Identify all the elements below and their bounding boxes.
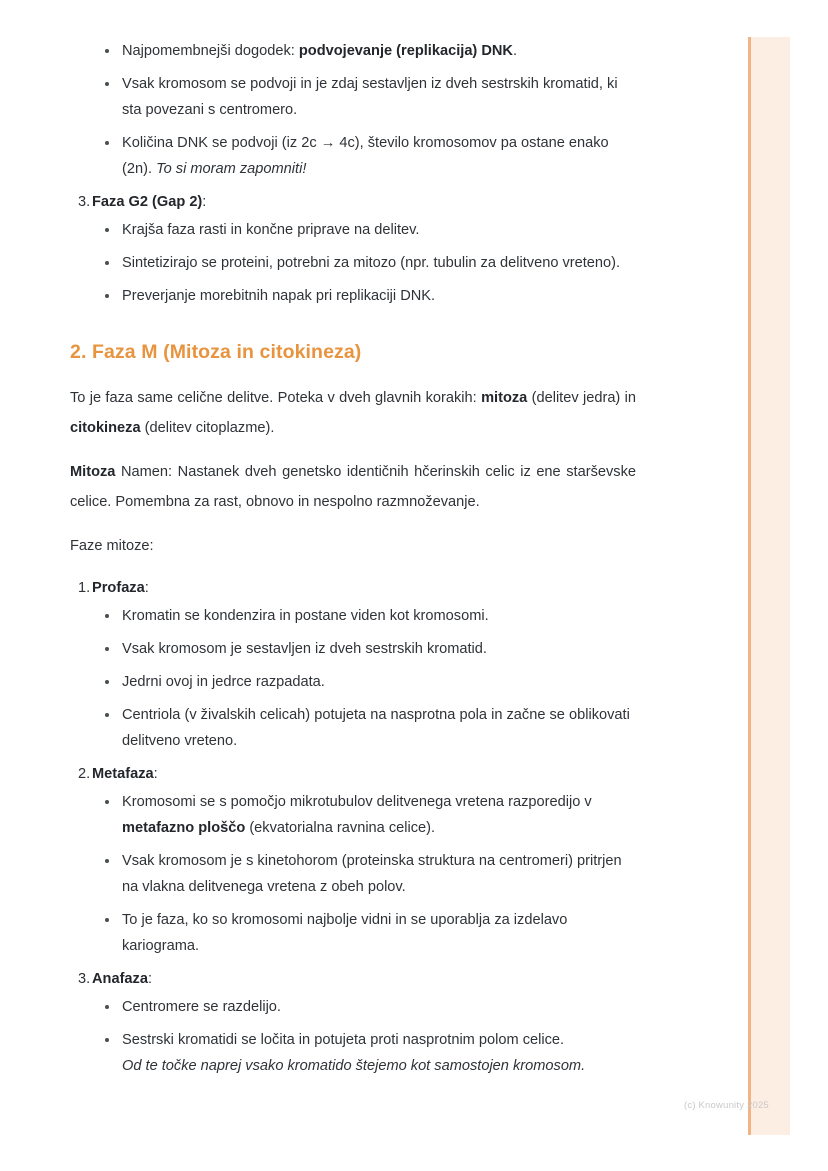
list-item: Krajša faza rasti in končne priprave na delitev.: [70, 217, 636, 243]
list-item: Sintetizirajo se proteini, potrebni za mitozo (npr. tubulin za delitveno vreteno).: [70, 250, 636, 276]
numbered-heading-anafaza: [70, 966, 636, 992]
list-item: [70, 1027, 636, 1079]
text-mid: (delitev jedra) in: [527, 390, 636, 406]
heading-suffix: :: [144, 580, 149, 596]
heading-suffix: :: [202, 194, 207, 210]
list-item: [70, 38, 636, 64]
heading-label: Profaza: [92, 580, 145, 596]
bullet-text-line1: Sestrski kromatidi se ločita in potujeta proti nasprotnim polom celice.: [122, 1032, 565, 1048]
copyright-footer: (c) Knowunity 2025: [684, 1100, 769, 1111]
list-item: Jedrni ovoj in jedrce razpadata.: [70, 669, 636, 695]
heading-label: Anafaza: [92, 971, 148, 987]
numbered-heading-profaza: [70, 575, 636, 601]
bullet-text-pre: Kromosomi se s pomočjo mikrotubulov delitvenega vretena razporedijo v: [122, 794, 592, 810]
bullet-text-pre: Najpomembnejši dogodek:: [122, 43, 299, 59]
heading-label: Metafaza: [92, 766, 154, 782]
g2-bullet-list: [70, 217, 636, 309]
bullet-text-post: .: [512, 43, 518, 59]
heading-suffix: :: [147, 971, 153, 987]
text-bold-citokineza: citokineza: [70, 420, 141, 436]
numbered-heading-metafaza: [70, 761, 636, 787]
bullet-text-line2-italic: Od te točke naprej vsako kromatido štejemo kot samostojen kromosom.: [122, 1058, 586, 1074]
text-body: Namen: Nastanek dveh genetsko identičnih hčerinskih celic iz ene starševske celice. Pomembna za rast, obnovo in nespolno razmnoževanje.: [70, 464, 636, 510]
list-item: [70, 130, 636, 182]
s-phase-bullet-list: [70, 38, 636, 182]
anafaza-bullet-list: [70, 994, 636, 1079]
paragraph-faza-m-intro: [70, 383, 636, 443]
document-content: [70, 38, 636, 1086]
bullet-text-pre: Količina DNK se podvoji (iz 2c → 4c), število kromosomov pa ostane enako (2n).: [122, 135, 609, 177]
heading-suffix: :: [153, 766, 158, 782]
list-item: Vsak kromosom se podvoji in je zdaj sestavljen iz dveh sestrskih kromatid, ki sta povezani s centromero.: [70, 71, 636, 123]
list-item: [70, 789, 636, 841]
bullet-text-italic: To si moram zapomniti!: [156, 161, 307, 177]
bullet-text-post: (ekvatorialna ravnina celice).: [245, 820, 436, 836]
profaza-bullet-list: [70, 603, 636, 754]
paragraph-mitoza-namen: [70, 457, 636, 517]
list-item: Vsak kromosom je sestavljen iz dveh sestrskih kromatid.: [70, 636, 636, 662]
section-heading-faza-m: 2. Faza M (Mitoza in citokineza): [70, 341, 362, 363]
text-bold-mitoza: mitoza: [481, 390, 528, 406]
heading-label: Faza G2 (Gap 2): [92, 194, 203, 210]
metafaza-bullet-list: [70, 789, 636, 959]
text-pre: To je faza same celične delitve. Poteka v dveh glavnih korakih:: [70, 390, 482, 406]
list-item: Kromatin se kondenzira in postane viden kot kromosomi.: [70, 603, 636, 629]
list-marker: 3.: [78, 194, 91, 210]
bullet-text-bold: podvojevanje (replikacija) DNK: [298, 43, 513, 59]
text-bold-mitoza-label: Mitoza: [70, 464, 116, 480]
section-metafaza: [70, 761, 636, 959]
paragraph-faze-mitoze-label: Faze mitoze:: [70, 538, 154, 554]
list-marker: 3.: [78, 971, 91, 987]
decorative-side-band: [748, 37, 790, 1135]
text-post: (delitev citoplazme).: [140, 420, 275, 436]
list-item: Centriola (v živalskih celicah) potujeta na nasprotna pola in začne se oblikovati delitveno vreteno.: [70, 702, 636, 754]
numbered-heading-g2: [70, 189, 636, 215]
section-profaza: [70, 575, 636, 754]
list-marker: 2.: [78, 766, 91, 782]
list-item: Preverjanje morebitnih napak pri replikaciji DNK.: [70, 283, 636, 309]
section-faza-g2: [70, 189, 636, 309]
list-item: Vsak kromosom je s kinetohorom (proteinska struktura na centromeri) pritrjen na vlakna delitvenega vretena z obeh polov.: [70, 848, 636, 900]
bullet-text-bold: metafazno ploščo: [122, 820, 246, 836]
section-anafaza: [70, 966, 636, 1079]
list-item: To je faza, ko so kromosomi najbolje vidni in se uporablja za izdelavo kariograma.: [70, 907, 636, 959]
list-item: Centromere se razdelijo.: [70, 994, 636, 1020]
list-marker: 1.: [78, 580, 91, 596]
